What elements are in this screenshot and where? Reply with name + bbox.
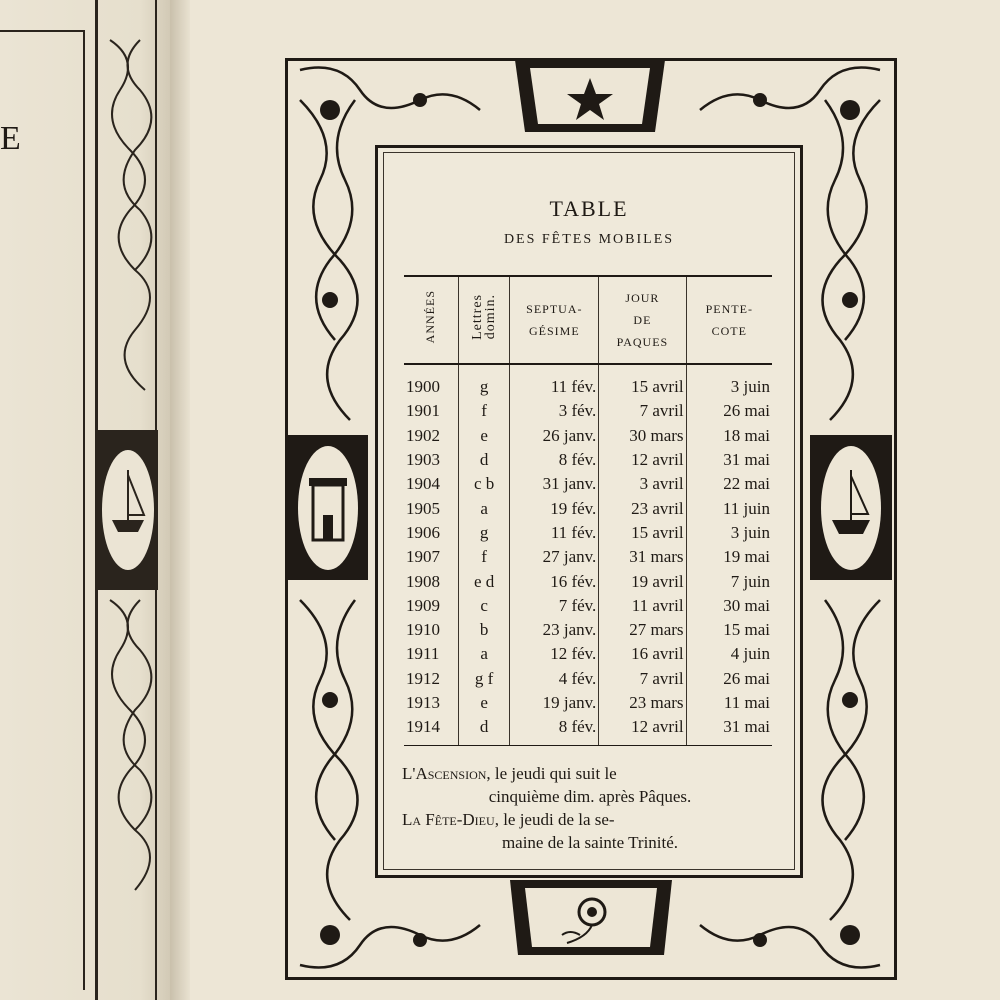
paques-cell: 7 avril (599, 399, 686, 423)
table-row (404, 364, 772, 399)
pentecote-cell: 3 juin (730, 522, 770, 542)
table-row (404, 569, 772, 593)
table-row (404, 715, 772, 746)
septuagesime-cell: 7 fév. (510, 594, 599, 618)
left-page-visible-letter: E (0, 120, 21, 157)
table-row (404, 618, 772, 642)
septuagesime-cell: 11 fév. (510, 521, 599, 545)
year-cell: 1905 (404, 496, 458, 520)
paques-cell: 15 avril (599, 521, 686, 545)
pentecote-cell: 19 mai (723, 547, 770, 567)
pentecote-cell: 30 mai (723, 595, 770, 615)
dominical-letter-cell: f (458, 399, 509, 423)
year-cell: 1909 (404, 594, 458, 618)
pentecote-cell: 11 juin (722, 498, 770, 518)
table-row (404, 424, 772, 448)
pentecote-cell: 31 mai (723, 450, 770, 470)
table-row (404, 667, 772, 691)
dominical-letter-cell: e d (458, 569, 509, 593)
paques-cell: 12 avril (599, 715, 686, 746)
left-ship-medallion (98, 430, 158, 590)
year-cell: 1908 (404, 569, 458, 593)
septuagesime-cell: 8 fév. (510, 715, 599, 746)
table-row (404, 448, 772, 472)
septuagesime-cell: 27 janv. (510, 545, 599, 569)
dominical-letter-cell: f (458, 545, 509, 569)
year-cell: 1911 (404, 642, 458, 666)
header-lettres: Lettresdomin. (458, 276, 509, 364)
septuagesime-cell: 26 janv. (510, 424, 599, 448)
septuagesime-cell: 19 janv. (510, 691, 599, 715)
septuagesime-cell: 12 fév. (510, 642, 599, 666)
year-cell: 1913 (404, 691, 458, 715)
table-title: TABLE (549, 196, 629, 221)
dominical-letter-cell: b (458, 618, 509, 642)
pentecote-cell: 11 mai (723, 693, 770, 712)
septuagesime-cell: 11 fév. (510, 364, 599, 399)
note-fete-dieu: La Fête-Dieu, le jeudi de la se- maine de la sainte Trinité. (402, 810, 679, 852)
dominical-letter-cell: c (458, 594, 509, 618)
table-row (404, 594, 772, 618)
paques-cell: 31 mars (599, 545, 686, 569)
dominical-letter-cell: g (458, 364, 509, 399)
header-annees: ANNÉES (404, 276, 458, 364)
year-cell: 1912 (404, 667, 458, 691)
pentecote-cell: 15 mai (723, 620, 770, 640)
dominical-letter-cell: a (458, 642, 509, 666)
dominical-letter-cell: g f (458, 667, 509, 691)
pentecote-cell: 31 mai (686, 715, 772, 746)
header-septuagesime: SEPTUA- GÉSIME (510, 276, 599, 364)
table-row (404, 691, 772, 715)
year-cell: 1906 (404, 521, 458, 545)
dominical-letter-cell: e (458, 424, 509, 448)
year-cell: 1914 (404, 715, 458, 746)
year-cell: 1907 (404, 545, 458, 569)
pentecote-cell: 18 mai (723, 425, 770, 445)
pentecote-cell: 7 juin (730, 571, 770, 591)
paques-cell: 15 avril (599, 364, 686, 399)
septuagesime-cell: 8 fév. (510, 448, 599, 472)
septuagesime-cell: 16 fév. (510, 569, 599, 593)
table-row (404, 472, 772, 496)
dominical-letter-cell: e (458, 691, 509, 715)
table-body (404, 364, 772, 746)
header-pentecote: PENTE- COTE (686, 276, 772, 364)
year-cell: 1903 (404, 448, 458, 472)
septuagesime-cell: 3 fév. (510, 399, 599, 423)
paques-cell: 30 mars (599, 424, 686, 448)
paques-cell: 16 avril (599, 642, 686, 666)
table-row (404, 545, 772, 569)
header-jour-de-paques: JOUR DE PAQUES (599, 276, 686, 364)
table-row (404, 399, 772, 423)
year-cell: 1910 (404, 618, 458, 642)
notes (402, 762, 778, 854)
year-cell: 1904 (404, 472, 458, 496)
movable-feasts-table (404, 275, 772, 746)
pentecote-cell: 26 mai (723, 401, 770, 421)
dominical-letter-cell: g (458, 521, 509, 545)
table-row (404, 642, 772, 666)
paques-cell: 7 avril (599, 667, 686, 691)
paques-cell: 3 avril (599, 472, 686, 496)
paques-cell: 11 avril (599, 594, 686, 618)
note-ascension: L'Ascension, le jeudi qui suit le cinquième dim. après Pâques. (402, 764, 692, 806)
paques-cell: 19 avril (599, 569, 686, 593)
pentecote-cell: 3 juin (730, 377, 770, 397)
dominical-letter-cell: a (458, 496, 509, 520)
table-row (404, 521, 772, 545)
pentecote-cell: 26 mai (723, 668, 770, 688)
septuagesime-cell: 23 janv. (510, 618, 599, 642)
septuagesime-cell: 4 fév. (510, 667, 599, 691)
year-cell: 1900 (404, 364, 458, 399)
table-row (404, 496, 772, 520)
dominical-letter-cell: c b (458, 472, 509, 496)
dominical-letter-cell: d (458, 448, 509, 472)
paques-cell: 27 mars (599, 618, 686, 642)
dominical-letter-cell: d (458, 715, 509, 746)
table-subtitle: DES FÊTES MOBILES (503, 232, 675, 247)
pentecote-cell: 22 mai (723, 474, 770, 494)
year-cell: 1901 (404, 399, 458, 423)
paques-cell: 23 mars (599, 691, 686, 715)
table-header-row (404, 276, 772, 364)
pentecote-cell: 4 juin (730, 644, 770, 664)
septuagesime-cell: 31 janv. (510, 472, 599, 496)
year-cell: 1902 (404, 424, 458, 448)
septuagesime-cell: 19 fév. (510, 496, 599, 520)
paques-cell: 23 avril (599, 496, 686, 520)
paques-cell: 12 avril (599, 448, 686, 472)
